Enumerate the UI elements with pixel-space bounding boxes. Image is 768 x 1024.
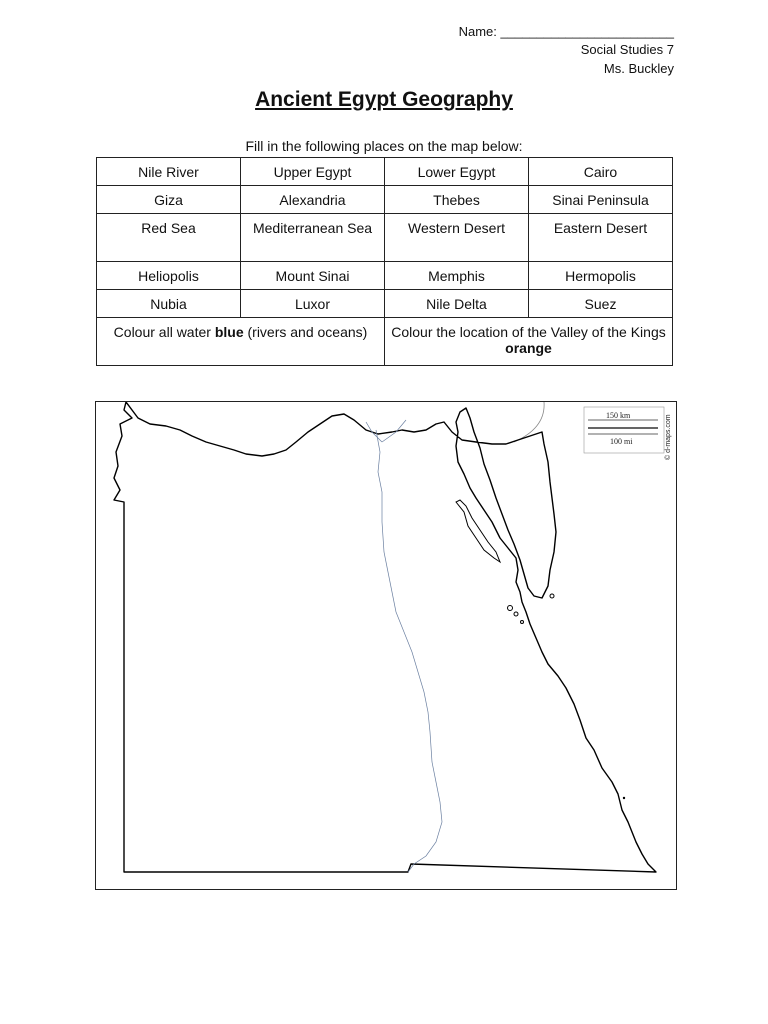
nile-river — [376, 430, 442, 872]
water-task-cell: Colour all water blue (rivers and oceans) — [97, 318, 385, 366]
place-cell: Alexandria — [241, 186, 385, 214]
instructions: Fill in the following places on the map below: — [245, 138, 523, 154]
place-cell: Red Sea — [97, 214, 241, 262]
place-cell: Thebes — [385, 186, 529, 214]
place-cell: Upper Egypt — [241, 158, 385, 186]
place-cell: Heliopolis — [97, 262, 241, 290]
table-row — [97, 262, 673, 290]
valley-task-cell: Colour the location of the Valley of the Kings orange — [385, 318, 673, 366]
page-title: Ancient Egypt Geography — [255, 88, 513, 111]
teacher-label: Ms. Buckley — [603, 61, 674, 76]
table-row — [97, 158, 673, 186]
island — [514, 612, 518, 616]
place-cell: Western Desert — [385, 214, 529, 262]
places-table — [96, 157, 673, 366]
place-cell: Lower Egypt — [385, 158, 529, 186]
island — [521, 621, 524, 624]
table-row — [97, 214, 673, 262]
name-field[interactable]: Name: ________________________ — [458, 24, 674, 39]
place-cell: Nile River — [97, 158, 241, 186]
place-cell: Luxor — [241, 290, 385, 318]
place-cell: Mount Sinai — [241, 262, 385, 290]
egypt-map — [95, 401, 677, 890]
scale-box — [584, 407, 664, 453]
course-label: Social Studies 7 — [580, 42, 674, 57]
place-cell: Eastern Desert — [529, 214, 673, 262]
table-row — [97, 318, 673, 366]
place-cell: Giza — [97, 186, 241, 214]
place-cell: Nile Delta — [385, 290, 529, 318]
place-cell: Mediterranean Sea — [241, 214, 385, 262]
island — [550, 594, 554, 598]
sinai-gulf-lines — [456, 500, 500, 562]
place-cell: Sinai Peninsula — [529, 186, 673, 214]
place-cell: Cairo — [529, 158, 673, 186]
scale-km-label: 150 km — [606, 411, 631, 420]
place-cell: Memphis — [385, 262, 529, 290]
place-cell: Nubia — [97, 290, 241, 318]
egypt-outline-map — [96, 402, 676, 889]
table-row — [97, 290, 673, 318]
scale-mi-label: 100 mi — [610, 437, 633, 446]
island — [508, 606, 513, 611]
island — [623, 797, 625, 799]
place-cell: Hermopolis — [529, 262, 673, 290]
table-row — [97, 186, 673, 214]
place-cell: Suez — [529, 290, 673, 318]
map-credit: © d-maps.com — [665, 414, 672, 460]
egypt-border — [114, 402, 656, 872]
